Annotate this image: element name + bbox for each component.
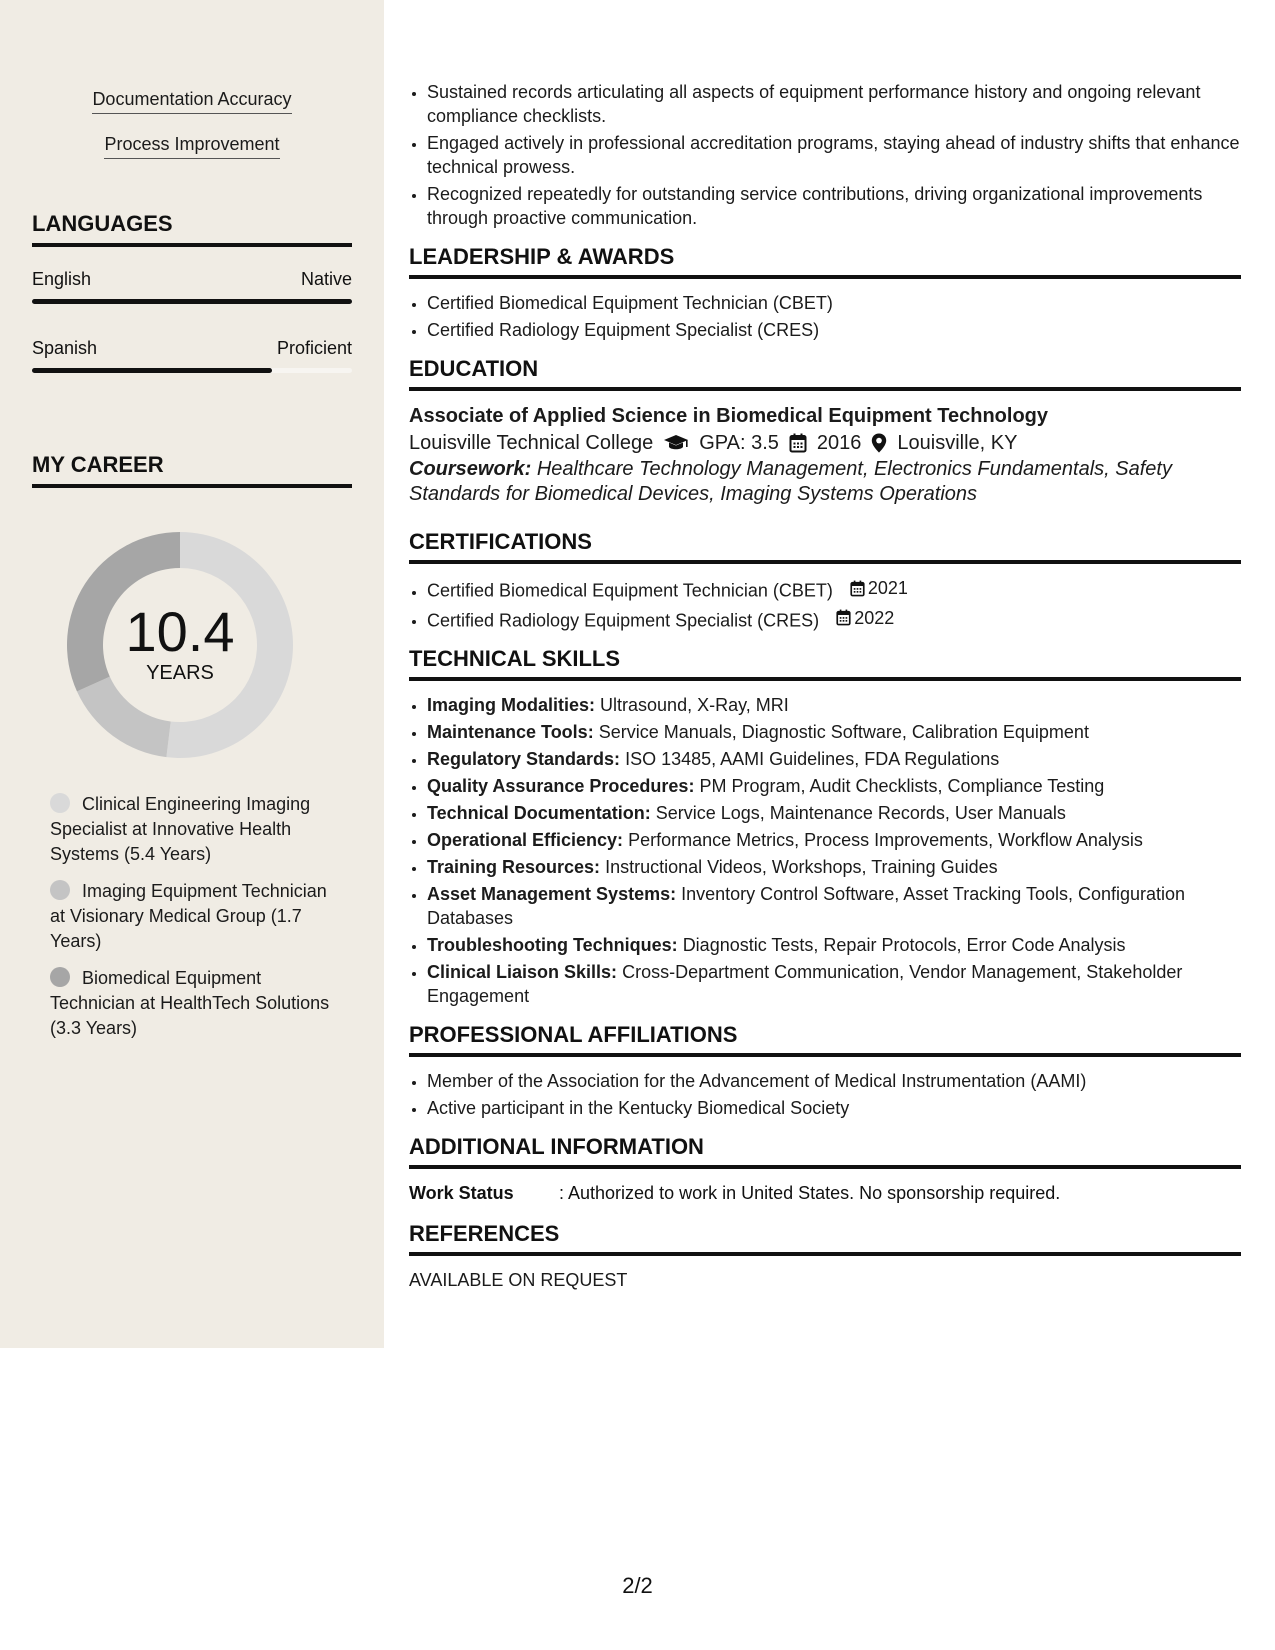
skill-value: Service Logs, Maintenance Records, User Manuals [655, 803, 1066, 823]
skill-item [427, 693, 1241, 717]
calendar-icon [789, 433, 807, 453]
skill-value: Service Manuals, Diagnostic Software, Calibration Equipment [598, 722, 1089, 742]
coursework-label: Coursework: [409, 458, 532, 480]
career-heading: MY CAREER [32, 452, 352, 488]
language-bar-fill [32, 299, 352, 304]
career-item [50, 792, 340, 867]
affiliation-item: • Member of the Association for the Advancement of Medical Instrumentation (AAMI) [427, 1069, 1241, 1093]
skill-value: Inventory Control Software, Asset Tracking Tools, Configuration Databases [427, 884, 1186, 928]
certifications-list [409, 576, 1241, 632]
calendar-icon [836, 609, 851, 626]
additional-info-heading: ADDITIONAL INFORMATION [409, 1134, 1241, 1169]
language-bar [32, 299, 352, 304]
career-dot-icon [50, 967, 70, 987]
experience-bullet: • Engaged actively in professional accreditation programs, staying ahead of industry shifts that enhance technical prowess. [427, 131, 1241, 179]
education-coursework [409, 457, 1241, 507]
sidebar [0, 0, 384, 1348]
experience-bullet: • Sustained records articulating all aspects of equipment performance history and ongoing relevant compliance checklists. [427, 80, 1241, 128]
graduation-cap-icon [663, 434, 689, 452]
certifications-heading: CERTIFICATIONS [409, 529, 1241, 564]
certification-date [850, 576, 908, 600]
skill-value: Ultrasound, X-Ray, MRI [600, 695, 789, 715]
skill-item [427, 774, 1241, 798]
skill-label: Maintenance Tools: [427, 722, 594, 742]
education-heading: EDUCATION [409, 356, 1241, 391]
skill-value: ISO 13485, AAMI Guidelines, FDA Regulations [625, 749, 1000, 769]
skill-value: Diagnostic Tests, Repair Protocols, Error Code Analysis [682, 935, 1126, 955]
leadership-heading: LEADERSHIP & AWARDS [409, 244, 1241, 279]
affiliation-item: • Active participant in the Kentucky Biomedical Society [427, 1096, 1241, 1120]
language-name: Spanish [32, 338, 98, 358]
skill-item [427, 747, 1241, 771]
certification-name: Certified Biomedical Equipment Technician (CBET) [427, 580, 833, 601]
experience-bullets [409, 80, 1241, 230]
language-bar-fill [32, 368, 272, 373]
main-column [409, 80, 1241, 1292]
skill-item [427, 933, 1241, 957]
skill-value: PM Program, Audit Checklists, Compliance Testing [699, 776, 1105, 796]
language-level: Proficient [276, 338, 352, 358]
leadership-item: • Certified Radiology Equipment Specialist (CRES) [427, 318, 1241, 342]
skill-label: Imaging Modalities: [427, 695, 596, 715]
career-years-label: YEARS [146, 662, 214, 684]
leadership-list [409, 291, 1241, 342]
career-item-text: Clinical Engineering Imaging Specialist at Innovative Health Systems (5.4 Years) [50, 794, 311, 864]
languages-heading: LANGUAGES [32, 211, 352, 247]
skill-value: Instructional Videos, Workshops, Training Guides [605, 857, 998, 877]
affiliations-heading: PROFESSIONAL AFFILIATIONS [409, 1022, 1241, 1057]
skill-label: Troubleshooting Techniques: [427, 935, 678, 955]
affiliations-list [409, 1069, 1241, 1120]
skill-label: Asset Management Systems: [427, 884, 677, 904]
skill-label: Regulatory Standards: [427, 749, 621, 769]
language-row [32, 268, 352, 290]
education-gpa: GPA: 3.5 [699, 432, 779, 454]
language-level: Native [300, 269, 352, 289]
skill-label: Operational Efficiency: [427, 830, 624, 850]
skill-label: Clinical Liaison Skills: [427, 962, 618, 982]
skill-item [427, 828, 1241, 852]
career-dot-icon [50, 793, 70, 813]
career-item [50, 879, 340, 954]
education-details [409, 429, 1241, 457]
certification-year: 2021 [867, 578, 908, 598]
language-bar [32, 368, 352, 373]
work-status-row [409, 1181, 1241, 1205]
technical-skills-heading: TECHNICAL SKILLS [409, 646, 1241, 681]
career-total-years: 10.4 [125, 600, 235, 663]
leadership-item: • Certified Biomedical Equipment Technician (CBET) [427, 291, 1241, 315]
language-row [32, 337, 352, 359]
skill-item [427, 720, 1241, 744]
education-degree: Associate of Applied Science in Biomedical Equipment Technology [409, 405, 1049, 427]
experience-bullet: • Recognized repeatedly for outstanding service contributions, driving organizational improvements through proactive communication. [427, 182, 1241, 230]
coursework-text: Healthcare Technology Management, Electronics Fundamentals, Safety Standards for Biomedical Devices, Imaging Systems Operations [409, 458, 1172, 505]
career-item-text: Biomedical Equipment Technician at HealthTech Solutions (3.3 Years) [50, 968, 330, 1038]
skill-label: Training Resources: [427, 857, 601, 877]
certification-year: 2022 [854, 607, 895, 628]
education-year: 2016 [816, 432, 862, 454]
skill-item [427, 882, 1241, 930]
skill-item [427, 801, 1241, 825]
work-status-value: : Authorized to work in United States. No sponsorship required. [559, 1183, 1061, 1203]
skill-label: Quality Assurance Procedures: [427, 776, 695, 796]
page-number: 2/2 [622, 1573, 653, 1598]
references-text: AVAILABLE ON REQUEST [409, 1270, 628, 1290]
strength-item: Process Improvement [104, 133, 279, 159]
education-location: Louisville, KY [897, 432, 1018, 454]
certification-item [427, 606, 1241, 633]
skill-item [427, 855, 1241, 879]
career-dot-icon [50, 880, 70, 900]
strength-item: Documentation Accuracy [92, 88, 291, 114]
career-list [50, 792, 340, 1053]
career-donut-chart [66, 531, 294, 759]
work-status-label: Work Status [409, 1183, 514, 1203]
career-item [50, 966, 340, 1041]
language-name: English [32, 269, 92, 289]
career-item-text: Imaging Equipment Technician at Visionary Medical Group (1.7 Years) [50, 881, 327, 951]
career-donut-center [66, 531, 294, 759]
certification-item [427, 576, 1241, 603]
skills-list [409, 693, 1241, 1008]
references-heading: REFERENCES [409, 1221, 1241, 1256]
certification-name: Certified Radiology Equipment Specialist (CRES) [427, 610, 820, 630]
skill-value: Cross-Department Communication, Vendor Management, Stakeholder Engagement [427, 962, 1183, 1006]
certification-date [836, 606, 894, 630]
calendar-icon [850, 580, 865, 597]
skill-value: Performance Metrics, Process Improvements, Workflow Analysis [628, 830, 1143, 850]
skill-label: Technical Documentation: [427, 803, 651, 823]
location-pin-icon [871, 433, 887, 453]
education-school: Louisville Technical College [409, 432, 654, 454]
skill-item [427, 960, 1241, 1008]
